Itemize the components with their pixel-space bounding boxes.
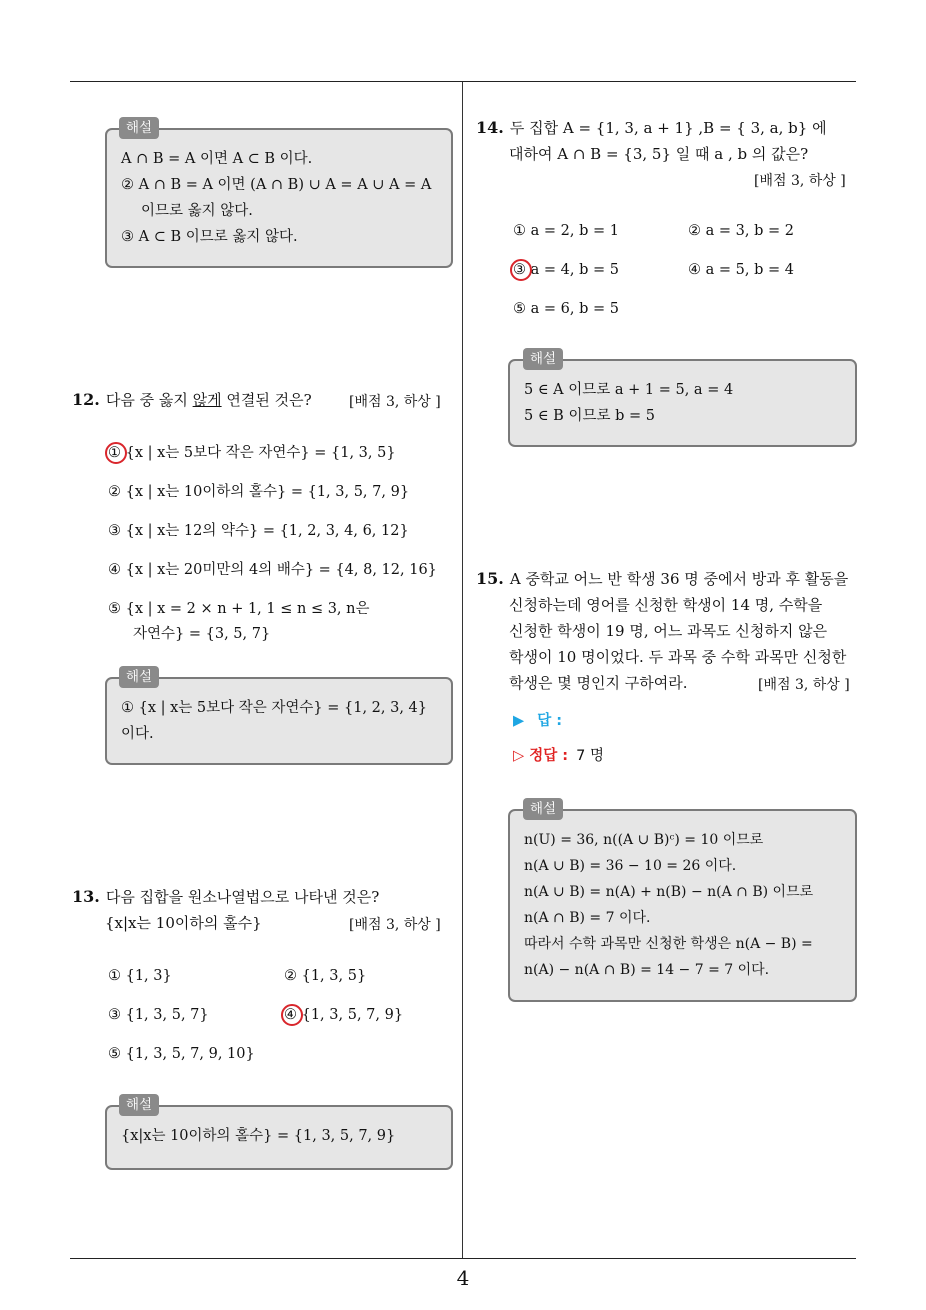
- solution-line: 따라서 수학 과목만 신청한 학생은 n(A − B) =: [524, 936, 813, 952]
- solution-line: n(U) = 36, n((A ∪ B)ᶜ) = 10 이므로: [524, 832, 764, 848]
- q12-option-4[interactable]: ④ {x | x는 20미만의 4의 배수} = {4, 8, 12, 16}: [108, 562, 437, 578]
- solution-line: ① {x | x는 5보다 작은 자연수} = {1, 2, 3, 4}: [121, 700, 427, 716]
- q15-question: [476, 566, 848, 592]
- play-arrow-icon: ▶: [513, 713, 525, 729]
- solution-tag: 해설: [119, 117, 159, 139]
- correct-answer-row: [513, 744, 604, 765]
- q15-question-line: 신청하는데 영어를 신청한 학생이 14 명, 수학을: [509, 596, 823, 614]
- q15-solution-box: [508, 809, 857, 1002]
- solution-line: 5 ∈ A 이므로 a + 1 = 5, a = 4: [524, 382, 734, 398]
- q15-question-line: 학생은 몇 명인지 구하여라.: [509, 674, 688, 692]
- question-text: 다음 중 옳지: [105, 391, 193, 409]
- answer-mark-circle: [105, 442, 127, 464]
- q12-solution-box: [105, 677, 453, 765]
- q15-question-line: 신청한 학생이 19 명, 어느 과목도 신청하지 않은: [509, 622, 828, 640]
- q14-option-3[interactable]: ③ a = 4, b = 5: [513, 262, 619, 278]
- question-text: 다음 집합을 원소나열법으로 나타낸 것은?: [105, 888, 380, 906]
- solution-line: 이므로 옳지 않다.: [141, 203, 253, 219]
- q11-solution-box: [105, 128, 453, 268]
- q15-score: [배점 3, 하상 ]: [758, 677, 850, 693]
- q14-option-2[interactable]: ② a = 3, b = 2: [688, 223, 794, 239]
- q12-option-3[interactable]: ③ {x | x는 12의 약수} = {1, 2, 3, 4, 6, 12}: [108, 523, 409, 539]
- q13-option-5[interactable]: ⑤ {1, 3, 5, 7, 9, 10}: [108, 1046, 255, 1062]
- answer-mark-circle: [510, 259, 532, 281]
- solution-line: 5 ∈ B 이므로 b = 5: [524, 408, 655, 424]
- solution-tag: 해설: [119, 1094, 159, 1116]
- q13-option-4[interactable]: ④ {1, 3, 5, 7, 9}: [284, 1007, 404, 1023]
- question-text: 연결된 것은?: [221, 391, 312, 409]
- answer-mark-circle: [281, 1004, 303, 1026]
- solution-tag: 해설: [119, 666, 159, 688]
- solution-line: {x|x는 10이하의 홀수} = {1, 3, 5, 7, 9}: [121, 1128, 396, 1144]
- q12-question: [72, 387, 312, 413]
- q13-option-1[interactable]: ① {1, 3}: [108, 968, 172, 984]
- q14-option-1[interactable]: ① a = 2, b = 1: [513, 223, 619, 239]
- outline-arrow-icon: ▷: [513, 748, 525, 764]
- q12-option-2[interactable]: ② {x | x는 10이하의 홀수} = {1, 3, 5, 7, 9}: [108, 484, 410, 500]
- solution-line: A ∩ B = A 이면 A ⊂ B 이다.: [121, 151, 313, 167]
- q13-option-2[interactable]: ② {1, 3, 5}: [284, 968, 367, 984]
- solution-line: ② A ∩ B = A 이면 (A ∩ B) ∪ A = A ∪ A = A: [121, 177, 432, 193]
- q13-question: [72, 884, 379, 910]
- question-emphasis: 않게: [192, 391, 222, 409]
- question-number: 12.: [72, 390, 100, 409]
- solution-line: n(A ∪ B) = 36 − 10 = 26 이다.: [524, 858, 737, 874]
- top-rule: [70, 81, 856, 82]
- q14-score: [배점 3, 하상 ]: [754, 173, 846, 189]
- question-number: 15.: [476, 569, 504, 588]
- solution-tag: 해설: [523, 798, 563, 820]
- solution-line: 이다.: [121, 726, 154, 742]
- q12-option-5[interactable]: ⑤ {x | x = 2 × n + 1, 1 ≤ n ≤ 3, n은: [108, 601, 370, 617]
- q12-score: [배점 3, 하상 ]: [349, 394, 441, 410]
- q13-set: {x|x는 10이하의 홀수}: [105, 914, 262, 932]
- solution-line: n(A ∪ B) = n(A) + n(B) − n(A ∩ B) 이므로: [524, 884, 814, 900]
- q13-score: [배점 3, 하상 ]: [349, 917, 441, 933]
- question-number: 14.: [476, 118, 504, 137]
- q12-option-5-cont: 자연수} = {3, 5, 7}: [133, 626, 271, 642]
- solution-line: n(A) − n(A ∩ B) = 14 − 7 = 7 이다.: [524, 962, 770, 978]
- q14-question-line2: 대하여 A ∩ B = {3, 5} 일 때 a , b 의 값은?: [509, 145, 809, 163]
- q14-question: [476, 115, 827, 141]
- page-number: 4: [456, 1266, 470, 1290]
- q14-option-5[interactable]: ⑤ a = 6, b = 5: [513, 301, 619, 317]
- answer-input-row[interactable]: [513, 709, 562, 730]
- bottom-rule: [70, 1258, 856, 1259]
- q13-option-3[interactable]: ③ {1, 3, 5, 7}: [108, 1007, 209, 1023]
- correct-answer-value: 7 명: [576, 748, 604, 764]
- solution-line: n(A ∩ B) = 7 이다.: [524, 910, 651, 926]
- answer-prompt: 답 :: [537, 713, 563, 729]
- q14-solution-box: [508, 359, 857, 447]
- correct-answer-label: 정답 :: [529, 748, 569, 764]
- question-text: 두 집합 A = {1, 3, a + 1} ,B = { 3, a, b} 에: [509, 119, 827, 137]
- question-number: 13.: [72, 887, 100, 906]
- solution-tag: 해설: [523, 348, 563, 370]
- question-text: A 중학교 어느 반 학생 36 명 중에서 방과 후 활동을: [509, 570, 849, 588]
- q15-question-line: 학생이 10 명이었다. 두 과목 중 수학 과목만 신청한: [509, 648, 847, 666]
- column-divider: [462, 82, 463, 1258]
- q12-option-1[interactable]: ① {x | x는 5보다 작은 자연수} = {1, 3, 5}: [108, 445, 396, 461]
- solution-line: ③ A ⊂ B 이므로 옳지 않다.: [121, 229, 298, 245]
- q14-option-4[interactable]: ④ a = 5, b = 4: [688, 262, 794, 278]
